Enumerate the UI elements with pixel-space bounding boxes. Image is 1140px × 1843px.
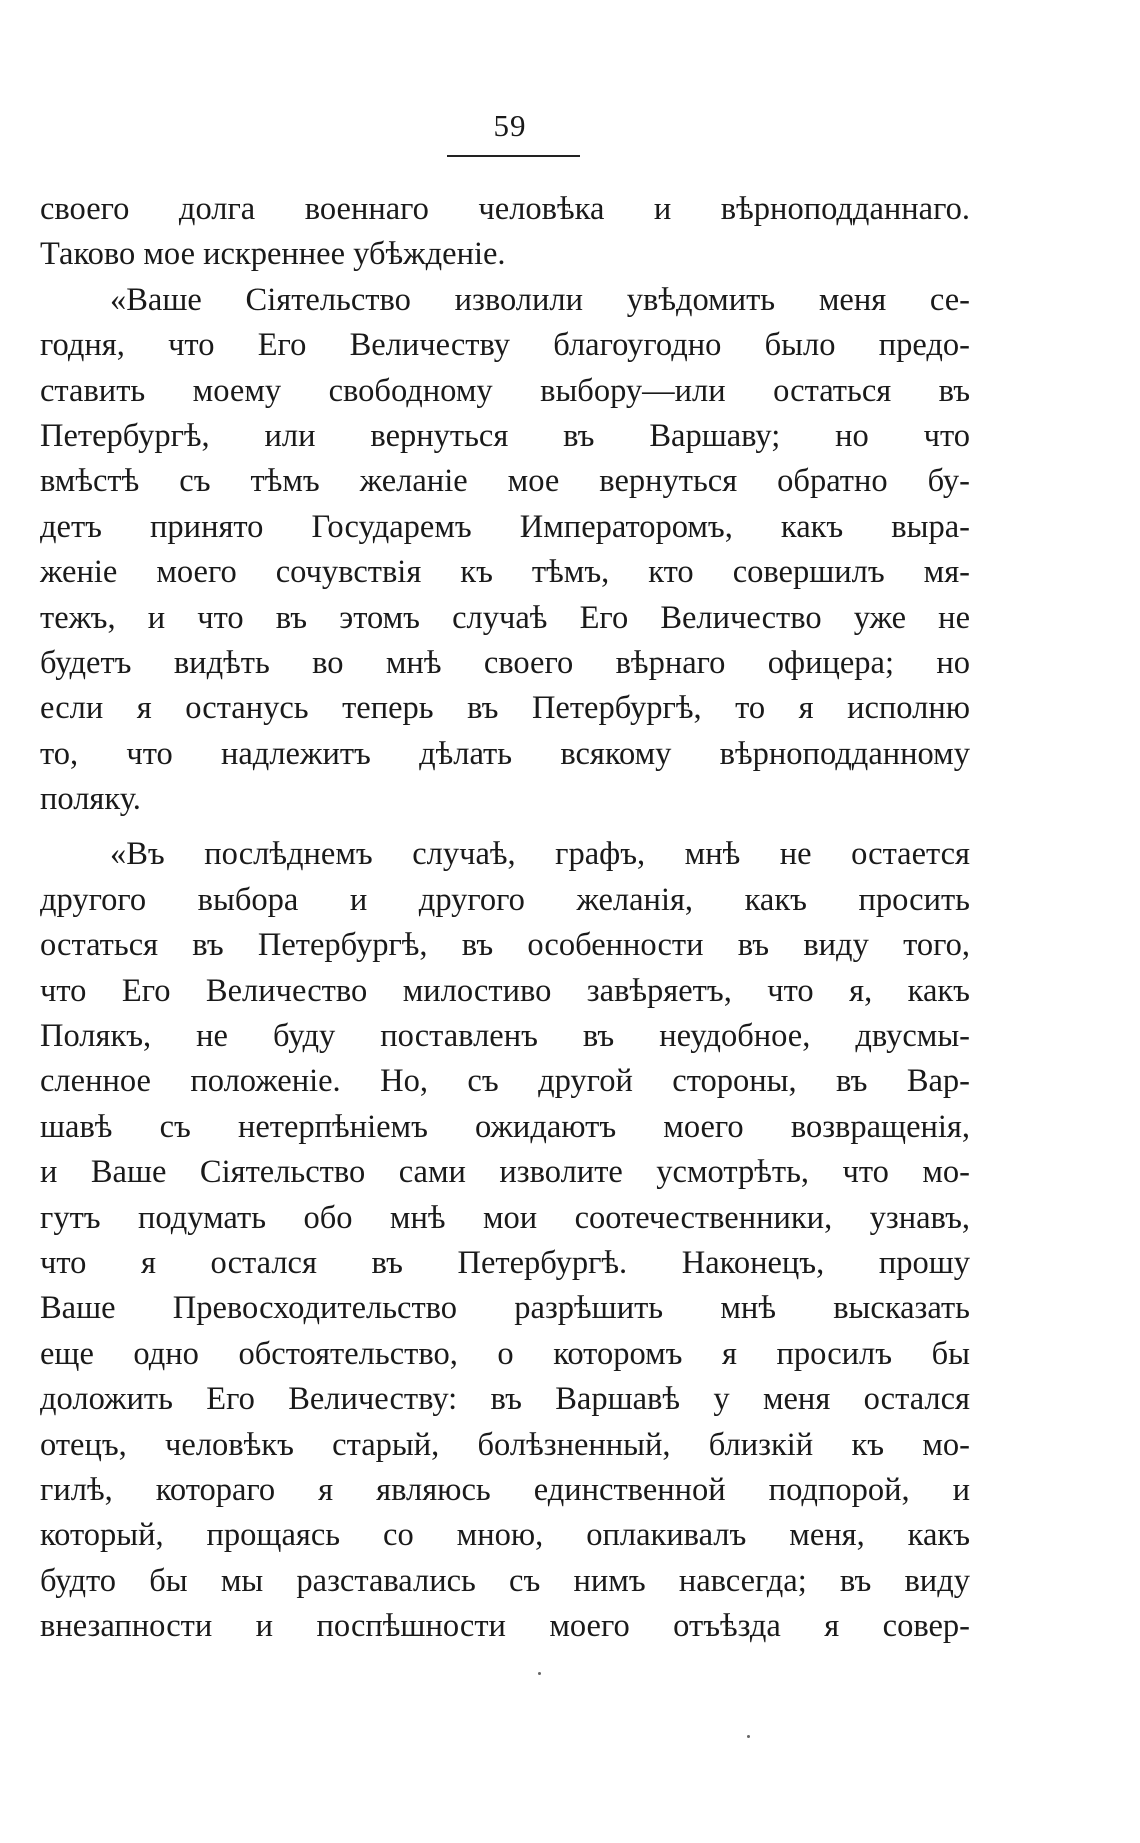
text-line: внезапности и поспѣшности моего отъѣзда я совер- — [40, 1608, 970, 1645]
text-line: другого выбора и другого желанія, какъ просить — [40, 881, 970, 918]
paragraph-3 — [40, 832, 970, 1649]
print-speck — [538, 1672, 541, 1675]
paragraph-1 — [40, 187, 970, 278]
text-line: то, что надлежитъ дѣлать всякому вѣрноподданному — [40, 735, 970, 772]
text-line: «Въ послѣднемъ случаѣ, графъ, мнѣ не остается — [110, 836, 970, 873]
text-line: женіе моего сочувствія къ тѣмъ, кто совершилъ мя- — [40, 554, 970, 591]
text-line: шавѣ съ нетерпѣніемъ ожидаютъ моего возвращенія, — [40, 1108, 970, 1145]
text-line: ставить моему свободному выбору—или остаться въ — [40, 372, 970, 409]
text-line: вмѣстѣ съ тѣмъ желаніе мое вернуться обратно бу- — [40, 463, 970, 500]
body-text — [40, 187, 970, 1650]
paragraph-2 — [40, 278, 970, 823]
text-line: отецъ, человѣкъ старый, болѣзненный, близкій къ мо- — [40, 1426, 970, 1463]
text-line: который, прощаясь со мною, оплакивалъ меня, какъ — [40, 1517, 970, 1554]
text-line: доложить Его Величеству: въ Варшавѣ у меня остался — [40, 1381, 970, 1418]
text-line: «Ваше Сіятельство изволили увѣдомить меня се- — [110, 281, 970, 318]
text-line: что Его Величество милостиво завѣряетъ, что я, какъ — [40, 972, 970, 1009]
print-speck — [747, 1735, 750, 1738]
text-line: если я останусь теперь въ Петербургѣ, то я исполню — [40, 690, 970, 727]
text-line: будто бы мы разставались съ нимъ навсегда; въ виду — [40, 1562, 970, 1599]
text-line: Петербургѣ, или вернуться въ Варшаву; но что — [40, 417, 970, 454]
text-line: сленное положеніе. Но, съ другой стороны, въ Вар- — [40, 1063, 970, 1100]
text-line: своего долга военнаго человѣка и вѣрноподданнаго. — [40, 191, 970, 227]
text-line: гилѣ, котораго я являюсь единственной подпорой, и — [40, 1471, 970, 1508]
paragraph-gap — [40, 822, 970, 832]
text-line: Полякъ, не буду поставленъ въ неудобное, двусмы- — [40, 1018, 970, 1055]
page-number: 59 — [493, 108, 527, 143]
header-rule — [447, 155, 580, 157]
text-line: остаться въ Петербургѣ, въ особенности въ виду того, — [40, 927, 970, 964]
text-line: детъ принято Государемъ Императоромъ, какъ выра- — [40, 508, 970, 545]
text-line: будетъ видѣть во мнѣ своего вѣрнаго офицера; но — [40, 644, 970, 681]
text-line: гутъ подумать обо мнѣ мои соотечественники, узнавъ, — [40, 1199, 970, 1236]
text-line: что я остался въ Петербургѣ. Наконецъ, прошу — [40, 1244, 970, 1281]
text-line: еще одно обстоятельство, о которомъ я просилъ бы — [40, 1335, 970, 1372]
text-line: поляку. — [40, 781, 141, 818]
text-line: Ваше Превосходительство разрѣшить мнѣ высказать — [40, 1290, 970, 1327]
text-line: годня, что Его Величеству благоугодно было предо- — [40, 327, 970, 364]
text-line: тежъ, и что въ этомъ случаѣ Его Величество уже не — [40, 599, 970, 636]
text-line: и Ваше Сіятельство сами изволите усмотрѣть, что мо- — [40, 1154, 970, 1191]
text-line: Таково мое искреннее убѣжденіе. — [40, 236, 506, 273]
